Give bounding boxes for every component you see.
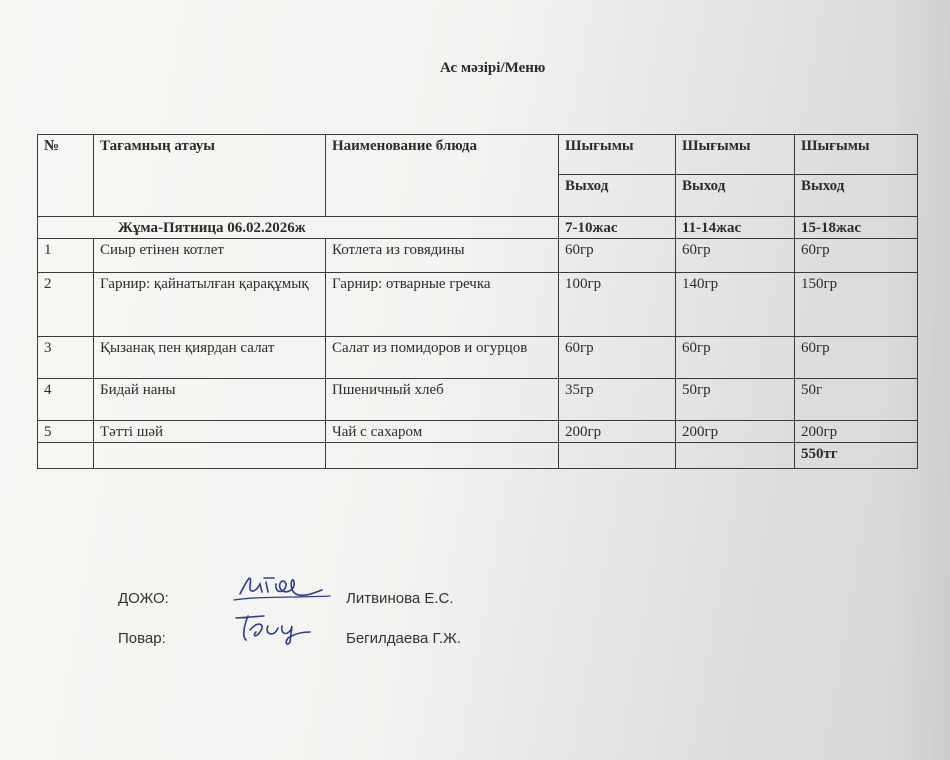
- header-yield-ru: Выход: [559, 175, 676, 217]
- yield-value: 150гр: [795, 273, 918, 337]
- dish-name-kz: Қызанақ пен қиярдан салат: [94, 337, 326, 379]
- yield-value: 60гр: [795, 239, 918, 273]
- yield-value: 140гр: [676, 273, 795, 337]
- cook-name: Бегилдаева Г.Ж.: [346, 630, 462, 647]
- table-row: [38, 239, 918, 273]
- table-row: [38, 337, 918, 379]
- dish-name-kz: Тәтті шәй: [94, 421, 326, 443]
- cook-signature-image: [230, 608, 330, 648]
- row-num: 5: [38, 421, 94, 443]
- dish-name-ru: Чай с сахаром: [326, 421, 559, 443]
- yield-value: 35гр: [559, 379, 676, 421]
- table-row: [38, 379, 918, 421]
- yield-value: 60гр: [795, 337, 918, 379]
- empty-cell: [559, 443, 676, 469]
- director-signature-image: [230, 568, 340, 608]
- header-yield-kz: Шығымы: [559, 135, 676, 175]
- dish-name-ru: Пшеничный хлеб: [326, 379, 559, 421]
- age-group: 11-14жас: [676, 217, 795, 239]
- day-row: [38, 217, 918, 239]
- yield-value: 100гр: [559, 273, 676, 337]
- yield-value: 200гр: [559, 421, 676, 443]
- document-title: Ас мәзірі/Меню: [440, 60, 546, 76]
- total-row: [38, 443, 918, 469]
- yield-value: 60гр: [559, 337, 676, 379]
- empty-cell: [326, 443, 559, 469]
- yield-value: 200гр: [795, 421, 918, 443]
- total-price: 550тг: [795, 443, 918, 469]
- director-name: Литвинова Е.С.: [346, 590, 454, 607]
- header-yield-kz: Шығымы: [676, 135, 795, 175]
- row-num: 2: [38, 273, 94, 337]
- row-num: 4: [38, 379, 94, 421]
- header-row: [38, 135, 918, 175]
- table-row: [38, 421, 918, 443]
- header-num: №: [38, 135, 94, 217]
- header-name-ru: Наименование блюда: [326, 135, 559, 217]
- empty-cell: [94, 443, 326, 469]
- age-group: 7-10жас: [559, 217, 676, 239]
- empty-cell: [676, 443, 795, 469]
- dish-name-ru: Гарнир: отварные гречка: [326, 273, 559, 337]
- dish-name-kz: Бидай наны: [94, 379, 326, 421]
- yield-value: 60гр: [559, 239, 676, 273]
- director-role: ДОЖО:: [118, 590, 169, 607]
- yield-value: 50г: [795, 379, 918, 421]
- cook-role: Повар:: [118, 630, 166, 647]
- row-num: 3: [38, 337, 94, 379]
- menu-table: [37, 134, 918, 469]
- yield-value: 60гр: [676, 239, 795, 273]
- age-group: 15-18жас: [795, 217, 918, 239]
- day-label: Жұма-Пятница 06.02.2026ж: [38, 217, 559, 239]
- table-row: [38, 273, 918, 337]
- dish-name-ru: Салат из помидоров и огурцов: [326, 337, 559, 379]
- header-yield-ru: Выход: [676, 175, 795, 217]
- row-num: 1: [38, 239, 94, 273]
- header-yield-ru: Выход: [795, 175, 918, 217]
- header-yield-kz: Шығымы: [795, 135, 918, 175]
- header-name-kz: Тағамның атауы: [94, 135, 326, 217]
- yield-value: 200гр: [676, 421, 795, 443]
- dish-name-kz: Сиыр етінен котлет: [94, 239, 326, 273]
- yield-value: 50гр: [676, 379, 795, 421]
- dish-name-kz: Гарнир: қайнатылған қарақұмық: [94, 273, 326, 337]
- dish-name-ru: Котлета из говядины: [326, 239, 559, 273]
- empty-cell: [38, 443, 94, 469]
- yield-value: 60гр: [676, 337, 795, 379]
